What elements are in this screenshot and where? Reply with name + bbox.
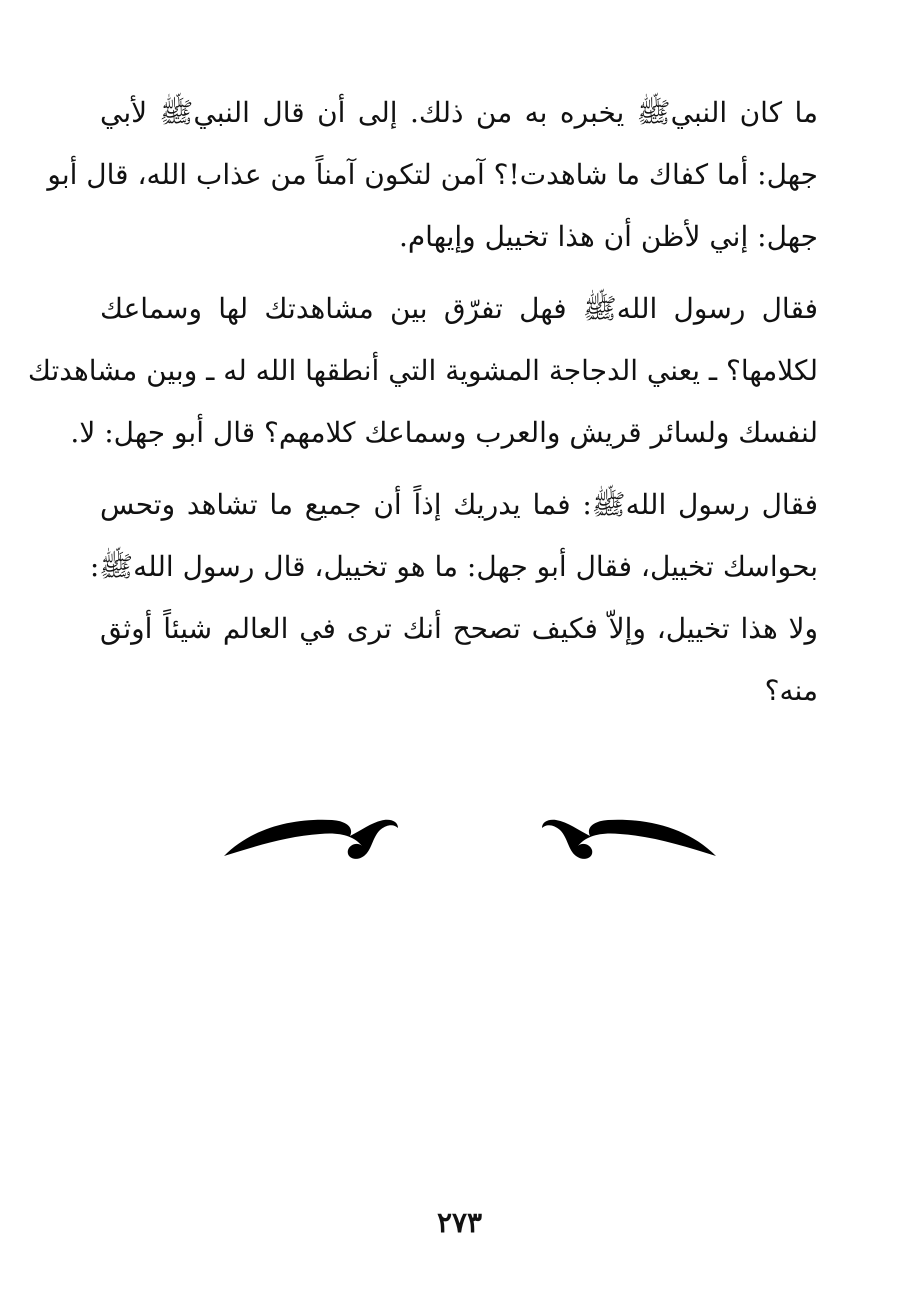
text-line: بحواسك تخييل، فقال أبو جهل: ما هو تخييل، قال رسول اللهﷺ: <box>89 550 818 583</box>
text-line: فقال رسول اللهﷺ: فما يدريك إذاً أن جميع ما تشاهد وتحس <box>100 488 818 521</box>
paragraph-1 <box>47 82 818 268</box>
text-line: ما كان النبيﷺ يخبره به من ذلك. إلى أن قال النبيﷺ لأبي <box>100 96 818 129</box>
text-line: منه؟ <box>764 674 818 707</box>
text-line: لنفسك ولسائر قريش والعرب وسماعك كلامهم؟ قال أبو جهل: لا. <box>70 416 818 449</box>
text-line: جهل: أما كفاك ما شاهدت!؟ آمن لتكون آمناً من عذاب الله، قال أبو <box>47 158 818 191</box>
text-line: فقال رسول اللهﷺ فهل تفرّق بين مشاهدتك لها وسماعك <box>100 292 818 325</box>
text-line: جهل: إني لأظن أن هذا تخييل وإيهام. <box>398 220 818 253</box>
paragraph-3 <box>89 474 818 722</box>
section-divider-ornament <box>222 808 718 864</box>
text-line: لكلامها؟ ـ يعني الدجاجة المشوية التي أنطقها الله له ـ وبين مشاهدتك <box>27 354 818 387</box>
body-text <box>27 82 818 732</box>
text-line: ولا هذا تخييل، وإلاّ فكيف تصحح أنك ترى في العالم شيئاً أوثق <box>100 612 818 645</box>
paragraph-2 <box>27 278 818 464</box>
ornament-right-swash <box>542 820 716 859</box>
page-number: ٢٧٣ <box>436 1206 483 1239</box>
ornament-left-swash <box>224 820 398 859</box>
